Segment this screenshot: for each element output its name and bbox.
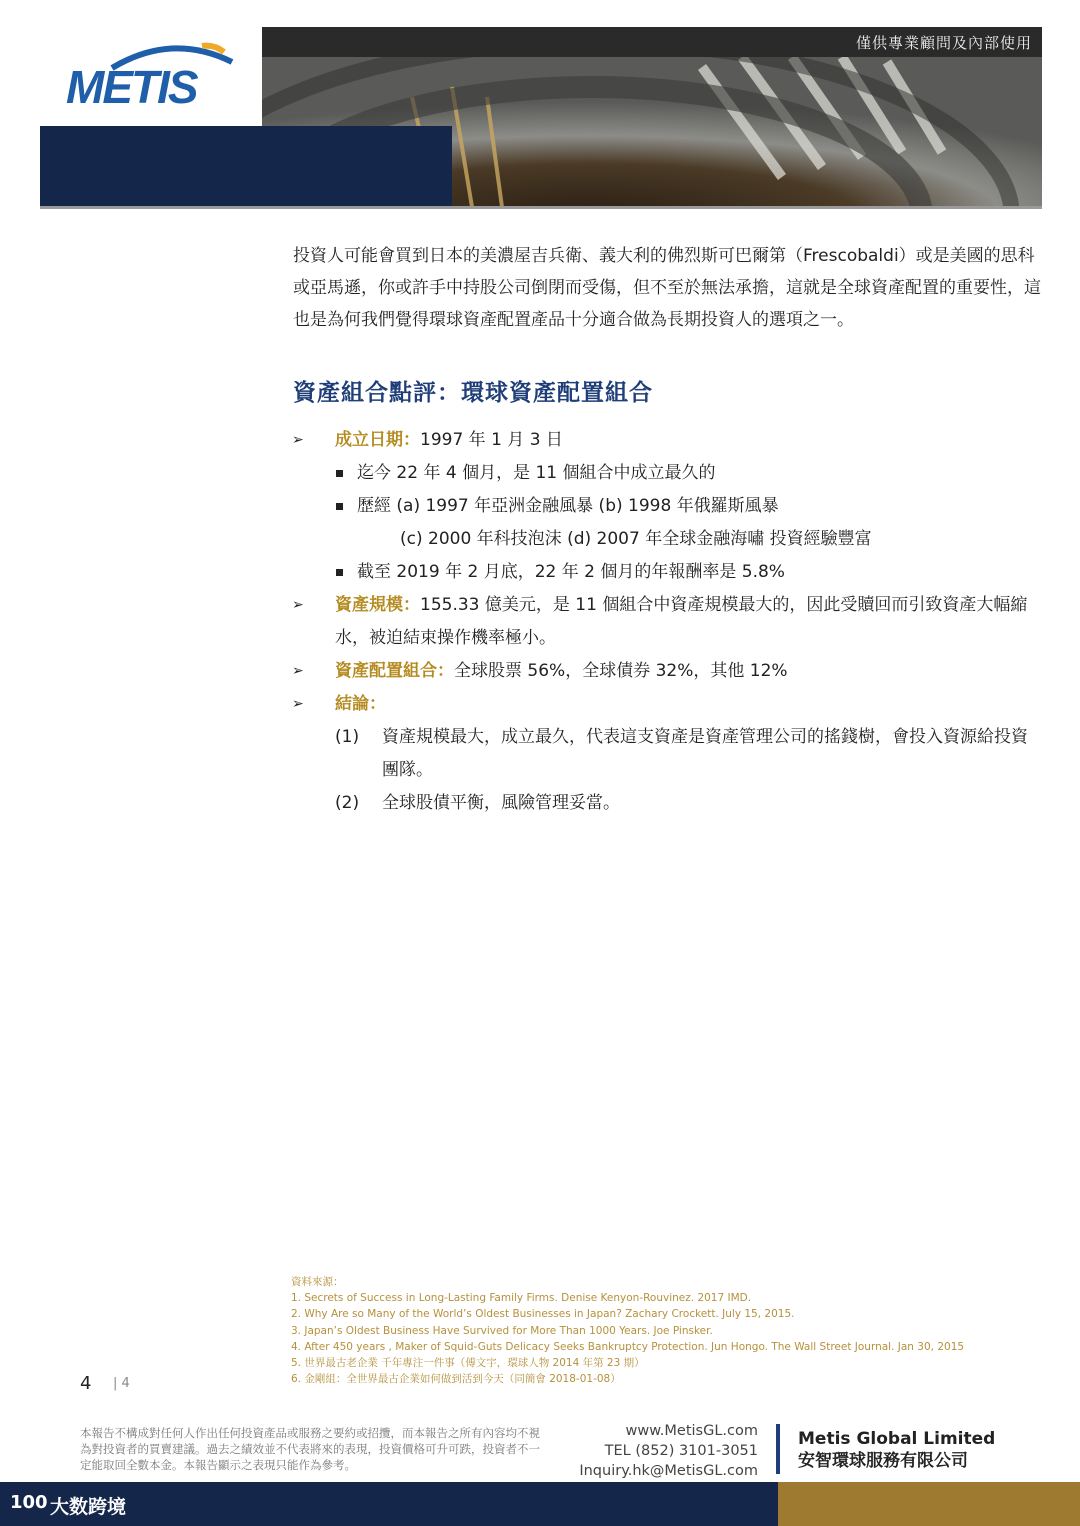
company-name-en: Metis Global Limited (798, 1429, 996, 1449)
source-line: 5. 世界最古老企業 千年專注一件事（傅文宇，環球人物 2014 年第 23 期） (291, 1357, 645, 1370)
page-total-value: 4 (121, 1376, 130, 1391)
email-link[interactable]: Inquiry.hk@MetisGL.com (579, 1463, 758, 1479)
square-bullet-icon (336, 470, 343, 477)
point-text: 全球股債平衡，風險管理妥當。 (382, 793, 620, 813)
footer-divider (776, 1424, 780, 1474)
scale-value: 155.33 億美元，是 11 個組合中資產規模最大的，因此受贖回而引致資產大幅縮水，被迫結束操作機率極小。 (335, 595, 1028, 648)
subitem-text: 迄今 22 年 4 個月，是 11 個組合中成立最久的 (357, 463, 716, 483)
scale-key: 資產規模： (335, 595, 420, 615)
page-number: 4 (80, 1373, 92, 1394)
portfolio-review-list (292, 424, 1042, 820)
source-line: 2. Why Are so Many of the World’s Oldest Businesses in Japan? Zachary Crockett. July 15, 2015. (291, 1308, 795, 1321)
contact-info (560, 1421, 758, 1481)
established-value: 1997 年 1 月 3 日 (420, 430, 563, 450)
point-number: (1) (335, 727, 360, 747)
conclusion-key: 結論： (335, 694, 386, 714)
square-bullet-icon (336, 569, 343, 576)
source-line: 3. Japan’s Oldest Business Have Survived for More Than 1000 Years. Joe Pinsker. (291, 1324, 713, 1337)
subitem-text: 歷經 (a) 1997 年亞洲金融風暴 (b) 1998 年俄羅斯風暴 (357, 496, 779, 516)
list-subitem-continuation: (c) 2000 年科技泡沫 (d) 2007 年全球金融海嘯 投資經驗豐富 (400, 529, 872, 549)
telephone: TEL (852) 3101-3051 (604, 1443, 758, 1459)
company-name (798, 1428, 995, 1472)
watermark-logo-icon: 100 (10, 1492, 48, 1513)
conclusion-point (292, 787, 1042, 820)
conclusion-point (292, 721, 1042, 787)
arrow-bullet-icon: ➢ (292, 432, 304, 448)
watermark-text: 大数跨境 (50, 1496, 127, 1518)
internal-use-label: 僅供專業顧問及內部使用 (855, 34, 1032, 52)
sources-list (291, 1274, 1051, 1387)
subitem-text: 截至 2019 年 2 月底，22 年 2 個月的年報酬率是 5.8% (357, 562, 785, 582)
disclaimer-text: 本報告不構成對任何人作出任何投資產品或服務之要約或招攬，而本報告之所有內容均不視為對投資者的買賣建議。過去之績效並不代表將來的表現，投資價格可升可跌，投資者不一定能取回全數本金。本報告顯示之表現只能作為參考。 (80, 1426, 540, 1472)
footer-gold-bar (778, 1482, 1080, 1526)
section-title: 資產組合點評：環球資產配置組合 (293, 380, 653, 406)
top-bar (262, 27, 1042, 57)
list-subitem (292, 490, 1042, 523)
sources-title: 資料來源： (291, 1276, 344, 1288)
metis-logo (62, 38, 232, 113)
list-item-conclusion (292, 688, 1042, 721)
source-line: 4. After 450 years , Maker of Squid-Guts Delicacy Seeks Bankruptcy Protection. Jun Hongo. The Wall Street Journal. Jan 30, 2015 (291, 1340, 965, 1353)
source-line: 6. 金剛組：全世界最古企業如何做到活到今天（同簡會 2018-01-08） (291, 1373, 621, 1386)
list-item-scale (292, 589, 1042, 655)
website-link[interactable]: www.MetisGL.com (625, 1423, 758, 1439)
header-divider (40, 206, 1042, 209)
intro-paragraph: 投資人可能會買到日本的美濃屋吉兵衛、義大利的佛烈斯可巴爾第（Frescobaldi）或是美國的思科或亞馬遜，你或許手中持股公司倒閉而受傷，但不至於無法承擔，這就是全球資產配置的重要性，這也是為何我們覺得環球資產配置產品十分適合做為長期投資人的選項之一。 (293, 246, 1041, 330)
square-bullet-icon (336, 503, 343, 510)
arrow-bullet-icon: ➢ (292, 663, 304, 679)
list-subitem (292, 556, 1042, 589)
list-item-established (292, 424, 1042, 457)
allocation-value: 全球股票 56%，全球債券 32%，其他 12% (454, 661, 788, 681)
list-item-allocation (292, 655, 1042, 688)
source-line: 1. Secrets of Success in Long-Lasting Family Firms. Denise Kenyon-Rouvinez. 2017 IMD. (291, 1292, 752, 1305)
allocation-key: 資產配置組合： (335, 661, 454, 681)
logo-text: METIS (66, 61, 197, 113)
point-number: (2) (335, 793, 360, 813)
arrow-bullet-icon: ➢ (292, 597, 304, 613)
arrow-bullet-icon: ➢ (292, 696, 304, 712)
page-total: | 4 (113, 1376, 130, 1391)
established-key: 成立日期： (335, 430, 420, 450)
header-navy-block (40, 126, 452, 206)
list-subitem (292, 457, 1042, 490)
company-name-zh: 安智環球服務有限公司 (798, 1451, 968, 1471)
point-text: 資產規模最大，成立最久，代表這支資產是資產管理公司的搖錢樹，會投入資源給投資團隊。 (382, 727, 1028, 780)
